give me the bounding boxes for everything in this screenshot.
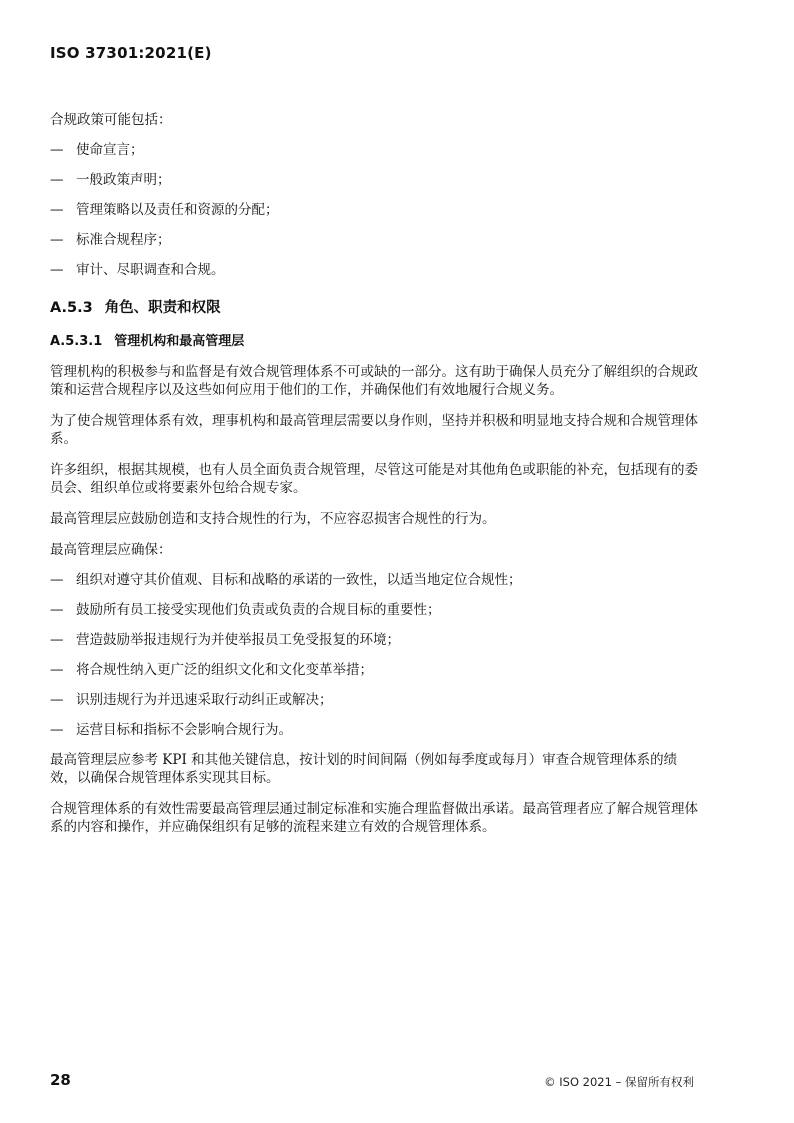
list-item-text: 管理策略以及责任和资源的分配；: [76, 202, 279, 218]
list-item: [50, 601, 700, 619]
list-dash: —: [50, 232, 64, 248]
list-dash: —: [50, 602, 64, 618]
list-dash: —: [50, 202, 64, 218]
copyright-notice: © ISO 2021 – 保留所有权利: [544, 1075, 694, 1089]
list-dash: —: [50, 142, 64, 158]
paragraph: 许多组织，根据其规模，也有人员全面负责合规管理，尽管这可能是对其他角色或职能的补充，包括现有的委员会、组织单位或将要素外包给合规专家。: [50, 462, 698, 496]
list-item: [50, 231, 700, 249]
list-item-text: 鼓励所有员工接受实现他们负责或负责的合规目标的重要性；: [76, 602, 441, 618]
intro-paragraph: 合规政策可能包括：: [50, 112, 172, 128]
list-dash: —: [50, 722, 64, 738]
subclause-title: 管理机构和最高管理层: [114, 334, 245, 349]
paragraph: 最高管理层应鼓励创造和支持合规性的行为，不应容忍损害合规性的行为。: [50, 511, 496, 527]
page-number: 28: [50, 1071, 71, 1089]
list-item: [50, 661, 700, 679]
list-item: [50, 721, 700, 739]
list-item: [50, 691, 700, 709]
list-dash: —: [50, 572, 64, 588]
paragraph: 合规管理体系的有效性需要最高管理层通过制定标准和实施合理监督做出承诺。最高管理者应了解合规管理体系的内容和操作，并应确保组织有足够的流程来建立有效的合规管理体系。: [50, 801, 698, 835]
clause-heading: [50, 299, 700, 317]
list-dash: —: [50, 662, 64, 678]
assurance-list: [50, 571, 700, 739]
list-dash: —: [50, 632, 64, 648]
list-item: [50, 571, 700, 589]
policy-list: [50, 141, 700, 279]
list-item-text: 审计、尽职调查和合规。: [76, 262, 225, 278]
paragraph: 为了使合规管理体系有效，理事机构和最高管理层需要以身作则，坚持并积极和明显地支持合规和合规管理体系。: [50, 413, 698, 447]
paragraph: 管理机构的积极参与和监督是有效合规管理体系不可或缺的一部分。这有助于确保人员充分了解组织的合规政策和运营合规程序以及这些如何应用于他们的工作，并确保他们有效地履行合规义务。: [50, 364, 698, 398]
clause-title: 角色、职责和权限: [104, 300, 221, 316]
paragraph: 最高管理层应确保：: [50, 542, 172, 558]
list-item-text: 组织对遵守其价值观、目标和战略的承诺的一致性，以适当地定位合规性；: [76, 572, 522, 588]
list-item-text: 营造鼓励举报违规行为并使举报员工免受报复的环境；: [76, 632, 400, 648]
document-body: [50, 111, 700, 849]
subclause-number: A.5.3.1: [50, 334, 103, 349]
list-item-text: 使命宣言；: [76, 142, 144, 158]
list-item: [50, 141, 700, 159]
list-item-text: 运营目标和指标不会影响合规行为。: [76, 722, 292, 738]
list-item-text: 一般政策声明；: [76, 172, 171, 188]
document-id: ISO 37301:2021(E): [50, 44, 212, 62]
list-dash: —: [50, 692, 64, 708]
clause-number: A.5.3: [50, 300, 93, 316]
list-dash: —: [50, 172, 64, 188]
subclause-heading: [50, 333, 700, 351]
list-item-text: 识别违规行为并迅速采取行动纠正或解决；: [76, 692, 333, 708]
list-item: [50, 261, 700, 279]
paragraph: 最高管理层应参考 KPI 和其他关键信息，按计划的时间间隔（例如每季度或每月）审查合规管理体系的绩效，以确保合规管理体系实现其目标。: [50, 752, 678, 786]
list-dash: —: [50, 262, 64, 278]
list-item: [50, 201, 700, 219]
list-item: [50, 171, 700, 189]
list-item-text: 将合规性纳入更广泛的组织文化和文化变革举措；: [76, 662, 373, 678]
list-item-text: 标准合规程序；: [76, 232, 171, 248]
list-item: [50, 631, 700, 649]
